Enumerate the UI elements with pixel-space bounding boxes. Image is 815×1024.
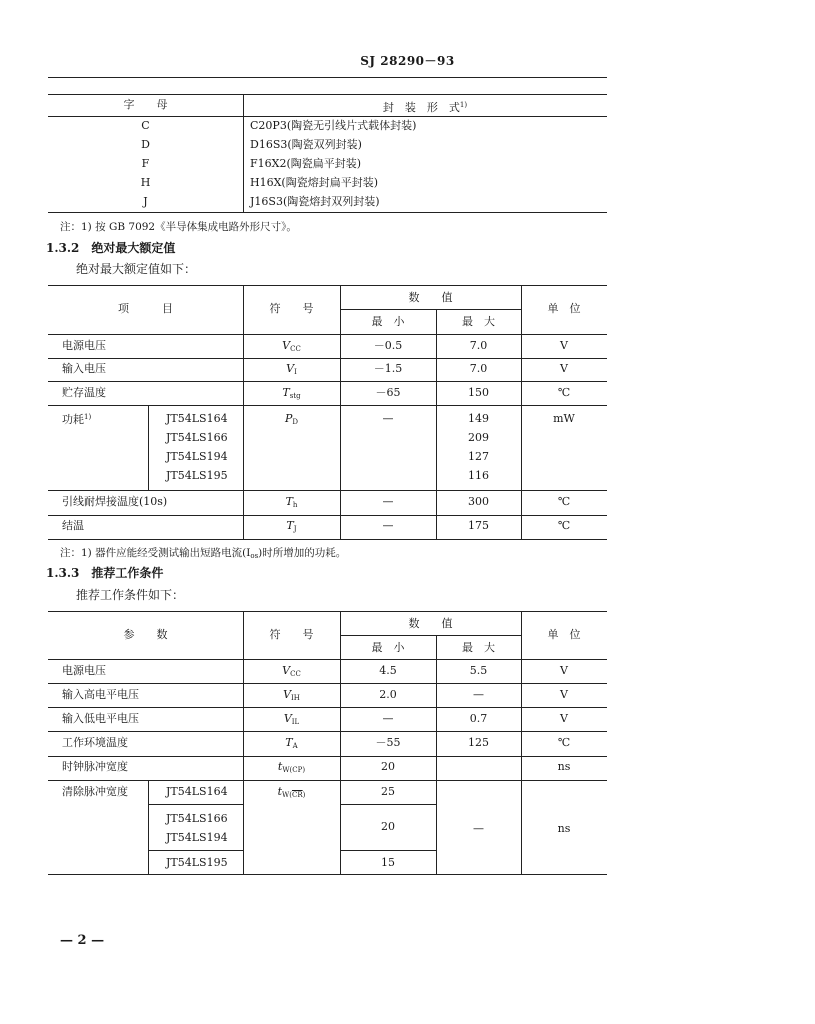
package-cell: H16X(陶瓷熔封扁平封装)	[250, 176, 379, 189]
section-intro: 推荐工作条件如下：	[76, 588, 185, 602]
device-cell: JT54LS166	[166, 431, 228, 444]
package-cell: F16X2(陶瓷扁平封装)	[250, 157, 362, 170]
device-cell: JT54LS195	[166, 469, 228, 482]
symbol-cell: $P_D$	[284, 412, 299, 426]
min-cell: —	[382, 519, 394, 532]
min-cell: —	[382, 712, 394, 725]
item-cell: 电源电压	[62, 339, 106, 352]
min-cell: －55	[375, 736, 401, 749]
rule	[48, 405, 607, 406]
unit-cell: ns	[557, 760, 571, 773]
max-cell: 0.7	[469, 712, 488, 725]
rule	[48, 756, 607, 757]
header-symbol: 符 号	[269, 302, 314, 315]
section-heading: 1.3.2 绝对最大额定值	[46, 241, 176, 255]
unit-cell: V	[560, 664, 568, 677]
min-cell: 4.5	[379, 664, 397, 677]
min-cell: －0.5	[373, 339, 403, 352]
unit-cell: V	[560, 339, 568, 352]
max-cell: 7.0	[469, 339, 488, 352]
item-cell: 结温	[62, 519, 84, 532]
rule	[48, 515, 607, 516]
param-cell: 工作环境温度	[62, 736, 128, 749]
rule	[48, 94, 607, 95]
device-cell: JT54LS194	[166, 450, 228, 463]
rule	[48, 285, 607, 286]
rule	[48, 358, 607, 359]
letter-cell: H	[140, 176, 151, 189]
min-cell: —	[382, 412, 394, 425]
header-item: 项 目	[118, 302, 173, 315]
min-cell: 15	[381, 856, 395, 869]
unit-cell: mW	[553, 412, 575, 425]
rule	[48, 212, 607, 213]
package-cell: D16S3(陶瓷双列封装)	[250, 138, 362, 151]
rule	[48, 731, 607, 732]
unit-cell: ℃	[557, 386, 571, 399]
rule	[340, 850, 436, 851]
min-cell: —	[382, 495, 394, 508]
header-unit: 单 位	[547, 628, 581, 641]
symbol-cell: $T_h$	[285, 495, 298, 509]
min-cell: －1.5	[373, 362, 403, 375]
rule	[48, 780, 607, 781]
item-cell: 输入电压	[62, 362, 106, 375]
device-cell: JT54LS164	[166, 412, 228, 425]
symbol-cell: $T_{stg}$	[282, 386, 301, 400]
rule	[148, 804, 243, 805]
package-cell: J16S3(陶瓷熔封双列封装)	[250, 195, 380, 208]
param-cell: 输入低电平电压	[62, 712, 139, 725]
min-cell: 20	[381, 820, 395, 833]
header-symbol: 符 号	[269, 628, 314, 641]
rule	[48, 707, 607, 708]
symbol-cell: $V_{CC}$	[282, 339, 301, 353]
max-cell: 150	[468, 386, 489, 399]
item-cell: 引线耐焊接温度(10s)	[62, 495, 168, 508]
letter-cell: C	[141, 119, 150, 132]
max-cell: 175	[468, 519, 489, 532]
page-number: — 2 —	[60, 933, 105, 948]
max-cell: 300	[468, 495, 489, 508]
rule	[48, 539, 607, 540]
device-cell: JT54LS166	[166, 812, 228, 825]
max-cell: 5.5	[469, 664, 488, 677]
min-cell: －65	[375, 386, 401, 399]
header-min: 最 小	[371, 315, 405, 328]
item-cell: 贮存温度	[62, 386, 106, 399]
letter-cell: D	[141, 138, 150, 151]
package-note: 注：1) 按 GB 7092《半导体集成电路外形尺寸》。	[60, 221, 297, 233]
rule	[48, 874, 607, 875]
symbol-cell: $V_{CC}$	[282, 664, 301, 678]
symbol-cell: $T_A$	[285, 736, 298, 750]
unit-cell: ℃	[557, 519, 571, 532]
header-unit: 单 位	[547, 302, 581, 315]
param-cell: 输入高电平电压	[62, 688, 139, 701]
header-max: 最 大	[462, 641, 495, 654]
param-cell: 电源电压	[62, 664, 106, 677]
header-min: 最 小	[371, 641, 405, 654]
letter-cell: F	[141, 157, 150, 170]
rule	[340, 309, 521, 310]
device-cell: JT54LS194	[166, 831, 228, 844]
device-cell: JT54LS164	[166, 785, 228, 798]
unit-cell: ℃	[557, 495, 571, 508]
header-rule	[48, 77, 607, 78]
rule	[48, 381, 607, 382]
letter-cell: J	[143, 195, 148, 208]
symbol-cell: $T_J$	[286, 519, 297, 533]
max-cell: 116	[468, 469, 489, 482]
absolute-max-note: 注：1) 器件应能经受测试输出短路电流$(I_{os})$时所增加的功耗。	[60, 547, 347, 560]
max-cell: —	[473, 688, 484, 701]
param-cell: 时钟脉冲宽度	[62, 760, 128, 773]
document-code: SJ 28290－93	[360, 54, 455, 68]
unit-cell: ℃	[557, 736, 571, 749]
header-param: 参 数	[123, 628, 168, 641]
header-letter: 字 母	[123, 98, 168, 111]
symbol-cell: $V_{IL}$	[283, 712, 300, 726]
symbol-cell: $V_I$	[286, 362, 297, 376]
item-cell: 功耗$^{1)}$	[62, 413, 92, 426]
section-heading: 1.3.3 推荐工作条件	[46, 566, 164, 580]
max-cell: 127	[468, 450, 489, 463]
col-divider	[148, 405, 149, 490]
rule	[48, 116, 607, 117]
rule	[48, 683, 607, 684]
max-cell: 149	[468, 412, 489, 425]
section-intro: 绝对最大额定值如下：	[76, 262, 197, 276]
unit-cell: V	[560, 688, 568, 701]
rule	[48, 659, 607, 660]
symbol-cell: $V_{IH}$	[283, 688, 300, 702]
col-divider	[148, 780, 149, 874]
max-cell: —	[473, 822, 484, 835]
device-cell: JT54LS195	[166, 856, 228, 869]
unit-cell: V	[560, 362, 568, 375]
header-value: 数 值	[408, 617, 453, 630]
rule	[340, 804, 436, 805]
max-cell: 125	[468, 736, 489, 749]
header-value: 数 值	[408, 291, 453, 304]
rule	[48, 334, 607, 335]
unit-cell: V	[560, 712, 568, 725]
rule	[48, 490, 607, 491]
max-cell: 209	[468, 431, 489, 444]
header-max: 最 大	[462, 315, 495, 328]
param-cell: 清除脉冲宽度	[62, 785, 128, 798]
package-cell: C20P3(陶瓷无引线片式载体封装)	[250, 119, 417, 132]
min-cell: 25	[381, 785, 395, 798]
unit-cell: ns	[557, 822, 571, 835]
rule	[340, 635, 521, 636]
min-cell: 2.0	[379, 688, 397, 701]
rule	[48, 611, 607, 612]
header-package: 封 装 形 式$^{1)}$	[382, 101, 468, 114]
symbol-cell: $t_{W(\overline{CR})}$	[277, 785, 306, 799]
min-cell: 20	[381, 760, 395, 773]
symbol-cell: $t_{W(CP)}$	[277, 760, 306, 774]
rule	[148, 850, 243, 851]
max-cell: 7.0	[469, 362, 488, 375]
